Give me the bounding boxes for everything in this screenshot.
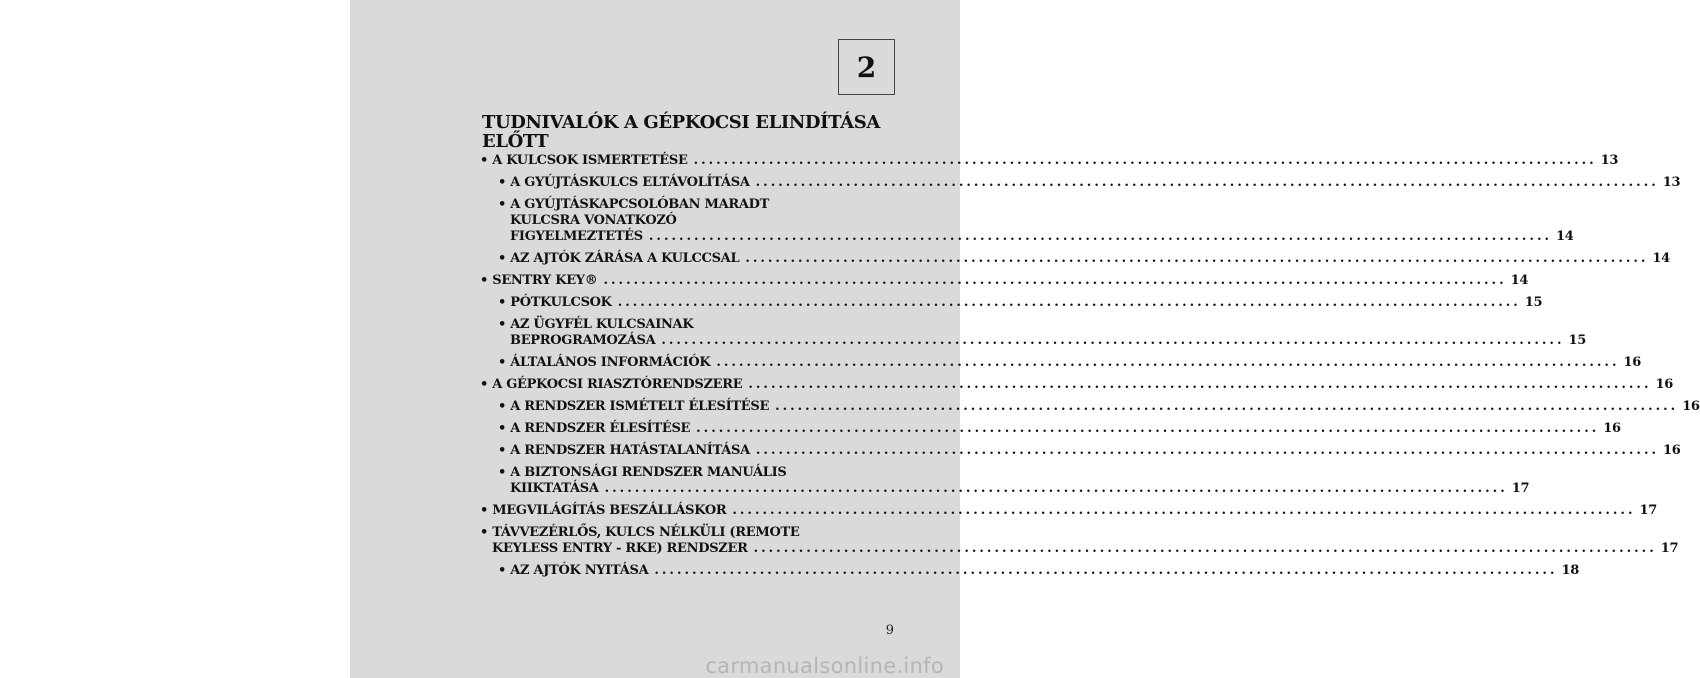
toc-entry [480, 525, 1679, 557]
left-blank-page [0, 0, 350, 678]
watermark: carmanualsonline.info [705, 654, 944, 678]
toc-entry-text: • A GYÚJTÁSKULCS ELTÁVOLÍTÁSA [498, 175, 750, 190]
toc-entry [480, 443, 1681, 459]
toc-entry-line [480, 229, 1574, 245]
toc-entry-text: • A RENDSZER ISMÉTELT ÉLESÍTÉSE [498, 399, 770, 414]
toc-page-number: 15 [1568, 333, 1586, 348]
toc-entry-text: BEPROGRAMOZÁSA [510, 333, 656, 348]
toc-leader-dots: ........................................................................................................................ [654, 563, 1558, 578]
chapter-number-box [838, 39, 895, 95]
toc-entry-line [480, 197, 898, 213]
toc-leader-dots: ........................................................................................................................ [693, 153, 1597, 168]
toc-entry-text: • AZ ÜGYFÉL KULCSAINAK [498, 317, 694, 332]
toc-leader-dots: ........................................................................................................................ [716, 355, 1620, 370]
toc-entry-line [480, 503, 1657, 519]
toc-entry-line [480, 525, 898, 541]
toc-entry-line [480, 399, 1700, 415]
toc-entry-text: KULCSRA VONATKOZÓ [510, 213, 677, 228]
toc-entry-line [480, 465, 898, 481]
toc-entry-line [480, 563, 1579, 579]
toc-entry-line [480, 541, 1679, 557]
toc-entry-text: • A RENDSZER HATÁSTALANÍTÁSA [498, 443, 750, 458]
toc-entry [480, 421, 1621, 437]
toc-entry [480, 399, 1700, 415]
toc-page-number: 14 [1652, 251, 1670, 266]
toc-leader-dots: ........................................................................................................................ [603, 273, 1507, 288]
toc-entry [480, 273, 1529, 289]
toc-entry-text: KEYLESS ENTRY - RKE) RENDSZER [492, 541, 748, 556]
toc-leader-dots: ........................................................................................................................ [755, 175, 1659, 190]
toc-leader-dots: ........................................................................................................................ [753, 541, 1657, 556]
toc-entry [480, 175, 1681, 191]
toc-entry [480, 465, 1530, 497]
toc-entry [480, 251, 1670, 267]
toc-leader-dots: ........................................................................................................................ [617, 295, 1521, 310]
right-page [350, 0, 1700, 678]
toc-entry-text: • SENTRY KEY® [480, 273, 598, 288]
toc-entry-text: • A RENDSZER ÉLESÍTÉSE [498, 421, 691, 436]
toc-leader-dots: ........................................................................................................................ [755, 443, 1660, 458]
toc-entry [480, 355, 1641, 371]
toc-entry-line [480, 317, 898, 333]
toc-entry-text: • A BIZTONSÁGI RENDSZER MANUÁLIS [498, 465, 787, 480]
toc-entry-line [480, 481, 1530, 497]
toc-page-number: 16 [1682, 399, 1700, 414]
chapter-number: 2 [856, 50, 877, 84]
toc-entry-line [480, 377, 1673, 393]
toc-page-number: 17 [1660, 541, 1679, 556]
toc-leader-dots: ........................................................................................................................ [748, 377, 1652, 392]
toc-page-number: 14 [1556, 229, 1574, 244]
toc-entry-line [480, 251, 1670, 267]
toc-leader-dots: ........................................................................................................................ [745, 251, 1649, 266]
toc-page-number: 16 [1603, 421, 1621, 436]
toc-entry-line [480, 421, 1621, 437]
toc-leader-dots: ........................................................................................................................ [775, 399, 1679, 414]
toc-entry [480, 377, 1673, 393]
toc-page-number: 14 [1510, 273, 1529, 288]
toc-entry-text: • ÁLTALÁNOS INFORMÁCIÓK [498, 355, 711, 370]
toc-entry-text: • A GÉPKOCSI RIASZTÓRENDSZERE [480, 377, 743, 392]
toc-page-number: 16 [1655, 377, 1673, 392]
toc-entry-text: • AZ AJTÓK ZÁRÁSA A KULCCSAL [498, 251, 740, 266]
toc-entry [480, 197, 1574, 245]
toc-entry-text: • TÁVVEZÉRLŐS, KULCS NÉLKÜLI (REMOTE [480, 525, 800, 540]
toc-entry [480, 503, 1657, 519]
toc-entry [480, 563, 1579, 579]
toc-entry-line [480, 333, 1586, 349]
toc-entry [480, 317, 1586, 349]
toc-page-number: 13 [1600, 153, 1619, 168]
toc-leader-dots: ........................................................................................................................ [648, 229, 1552, 244]
toc-leader-dots: ........................................................................................................................ [696, 421, 1600, 436]
toc-page-number: 15 [1524, 295, 1543, 310]
toc-leader-dots: ........................................................................................................................ [732, 503, 1636, 518]
toc-entry-line [480, 153, 1619, 169]
toc-page-number: 17 [1511, 481, 1530, 496]
toc-page-number: 16 [1663, 443, 1681, 458]
toc-entry-text: • A GYÚJTÁSKAPCSOLÓBAN MARADT [498, 197, 770, 212]
toc-entry-text: • AZ AJTÓK NYITÁSA [498, 563, 649, 578]
toc-entry-line [480, 355, 1641, 371]
toc-leader-dots: ........................................................................................................................ [661, 333, 1565, 348]
toc-page-number: 16 [1623, 355, 1641, 370]
toc-entry-line [480, 175, 1681, 191]
toc-entry-text: • A KULCSOK ISMERTETÉSE [480, 153, 688, 168]
toc-entry-text: FIGYELMEZTETÉS [510, 229, 643, 244]
toc-entry [480, 153, 1619, 169]
toc-leader-dots: ........................................................................................................................ [604, 481, 1508, 496]
toc-page-number: 17 [1639, 503, 1657, 518]
toc-entry [480, 295, 1543, 311]
page-number: 9 [885, 623, 894, 638]
toc-entry-text: • PÓTKULCSOK [498, 295, 612, 310]
toc-entry-line [480, 443, 1681, 459]
toc-page-number: 13 [1662, 175, 1681, 190]
toc-entry-line [480, 295, 1543, 311]
chapter-title: TUDNIVALÓK A GÉPKOCSI ELINDÍTÁSA ELŐTT [482, 112, 880, 152]
toc-entry-line [480, 213, 898, 229]
toc-entry-line [480, 273, 1529, 289]
table-of-contents [480, 153, 1700, 585]
toc-entry-text: KIIKTATÁSA [510, 481, 599, 496]
toc-entry-text: • MEGVILÁGÍTÁS BESZÁLLÁSKOR [480, 503, 727, 518]
toc-page-number: 18 [1561, 563, 1579, 578]
